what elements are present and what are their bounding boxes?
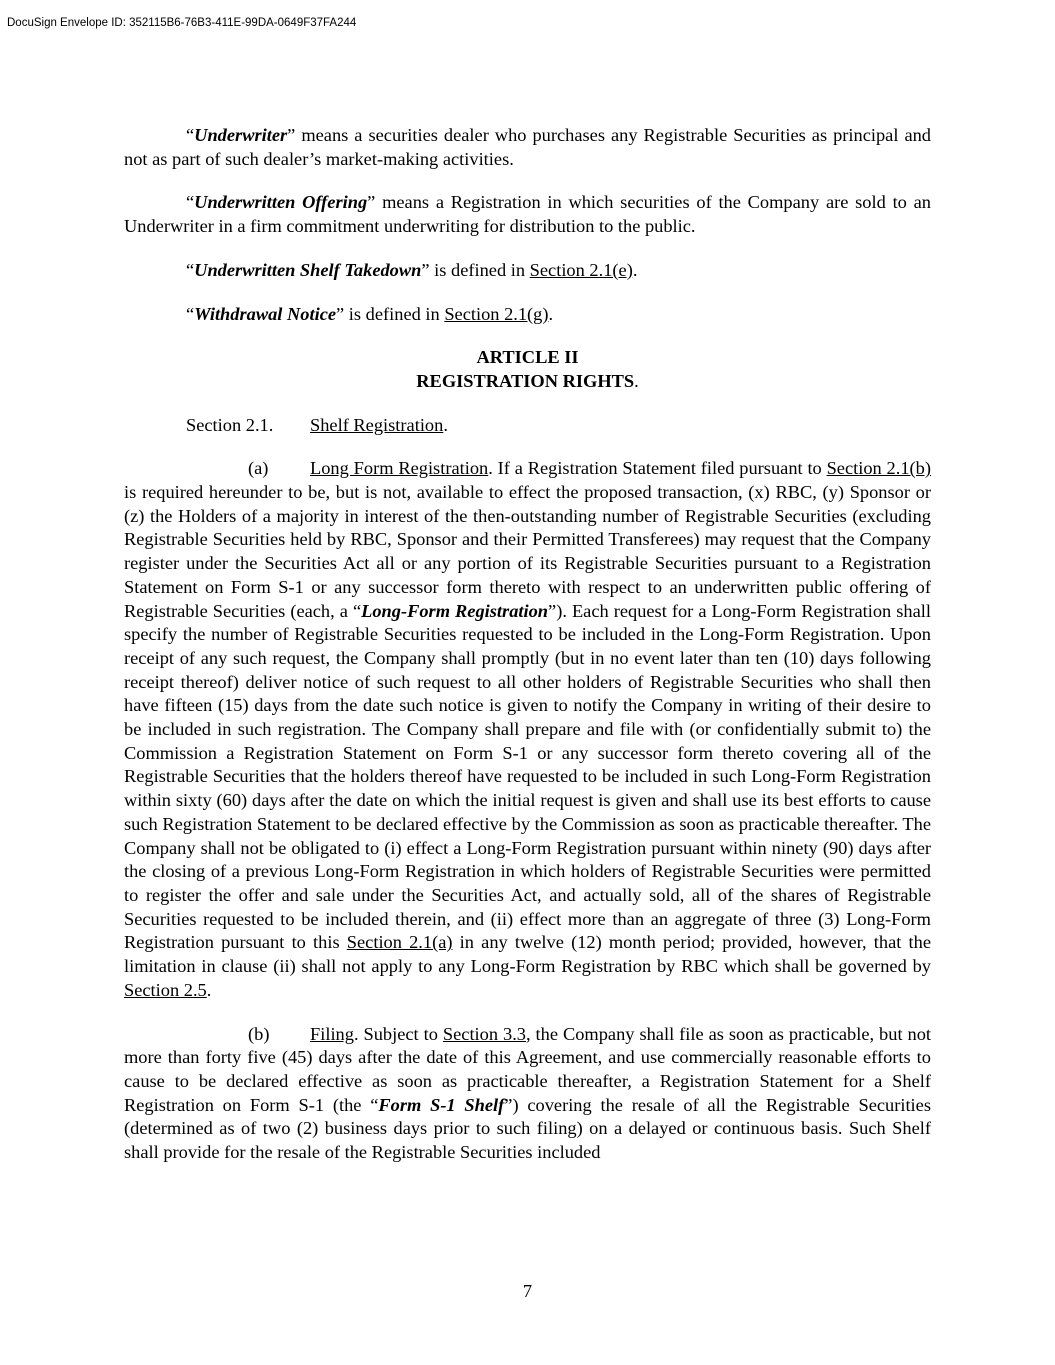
- paragraph-text: ”). Each request for a Long-Form Registration shall specify the number of Registrable Securities requested to be included in the Long-Form Registration. Upon receipt of any such request, the Company shall promptly (but in no event later than ten (10) days following receipt thereof) deliver notice of such request to all other holders of Registrable Securities who shall then have fifteen (15) days from the date such notice is given to notify the Company in writing of their desire to be included in such registration. The Company shall prepare and file with (or confidentially submit to) the Commission a Registration Statement on Form S-1 or any successor form thereto covering all of the Registrable Securities that the holders thereof have requested to be included in such Long-Form Registration within sixty (60) days after the date on which the initial request is given and shall use its best efforts to cause such Registration Statement to be declared effective by the Commission as soon as practicable thereafter. The Company shall not be obligated to (i) effect a Long-Form Registration pursuant within ninety (90) days after the closing of a previous Long-Form Registration in which holders of Registrable Securities were permitted to register the offer and sale under the Securities Act, and actually sold, all of the shares of Registrable Securities requested to be included therein, and (ii) effect more than an aggregate of three (3) Long-Form Registration pursuant to this: [124, 600, 931, 953]
- defined-term: Withdrawal Notice: [194, 303, 337, 324]
- definition-text: is defined in: [429, 259, 530, 280]
- definition-underwritten-offering: “Underwritten Offering” means a Registration in which securities of the Company are sold to an Underwriter in a firm commitment underwriting for distribution to the public.: [124, 192, 931, 237]
- section-title: Shelf Registration: [310, 414, 444, 435]
- paragraph-text: , the Company shall file as soon as practicable, but not more than forty five (45) days after the date of this Agreement, and use commercially reasonable efforts to cause to be declared effective as soon as practicable thereafter, a Registration Statement for a Shelf Registration on Form S-1 (the “: [124, 1023, 932, 1115]
- section-reference: Section 2.1(g): [444, 303, 549, 324]
- page-number: 7: [522, 1281, 533, 1301]
- article-heading: ARTICLE II REGISTRATION RIGHTS.: [124, 346, 931, 393]
- paragraph-heading: Long Form Registration: [310, 458, 489, 479]
- article-number: ARTICLE II: [476, 347, 579, 368]
- defined-term: Underwritten Shelf Takedown: [194, 259, 422, 280]
- defined-term: Form S-1 Shelf: [378, 1094, 505, 1115]
- section-reference: Section 2.1(a): [346, 932, 453, 953]
- defined-term: Underwritten Offering: [194, 192, 368, 213]
- defined-term: Long-Form Registration: [361, 600, 549, 621]
- section-reference: Section 2.5: [124, 979, 207, 1000]
- paragraph-label: (a): [248, 458, 269, 479]
- section-number: Section 2.1.: [186, 414, 274, 435]
- paragraph-text: .: [206, 979, 212, 1000]
- definition-withdrawal-notice: “Withdrawal Notice” is defined in Section 2.1(g).: [186, 303, 554, 324]
- paragraph-text: . Subject to: [353, 1023, 443, 1044]
- section-reference: Section 3.3: [442, 1023, 526, 1044]
- article-title: REGISTRATION RIGHTS: [416, 370, 635, 391]
- paragraph-text: is required hereunder to be, but is not, available to effect the proposed transaction, (x) RBC, (y) Sponsor or (z) the Holders of a majority in interest of the then-outstanding number of Registrable Securities (excluding Registrable Securities held by RBC, Sponsor and their Permitted Transferees) may request that the Company register under the Securities Act all or any portion of its Registrable Securities pursuant to a Registration Statement on Form S-1 or any successor form thereto with respect to an underwritten public offering of Registrable Securities (each, a “: [124, 482, 931, 621]
- definition-text: means a securities dealer who purchases any Registrable Securities as principal and not as part of such dealer’s market-making activities.: [124, 125, 931, 169]
- section-reference: Section 2.1(e): [529, 259, 633, 280]
- definition-text: is defined in: [344, 303, 445, 324]
- paragraph-text: in any twelve (12) month period; provided, however, that the limitation in clause (ii) shall not apply to any Long-Form Registration by RBC which shall be governed by: [124, 932, 931, 977]
- section-reference: Section 2.1(b): [826, 458, 931, 479]
- defined-term: Underwriter: [194, 125, 288, 145]
- docusign-envelope-id: DocuSign Envelope ID: 352115B6-76B3-411E-99DA-0649F37FA244: [7, 17, 357, 29]
- document-body: [124, 124, 931, 1185]
- paragraph-b: [124, 1023, 931, 1165]
- definition-underwritten-shelf-takedown: “Underwritten Shelf Takedown” is defined in Section 2.1(e).: [186, 259, 638, 280]
- paragraph-text: . If a Registration Statement filed pursuant to: [488, 458, 827, 479]
- paragraph-a: [124, 457, 931, 1002]
- paragraph-heading: Filing: [310, 1023, 354, 1044]
- paragraph-label: (b): [248, 1023, 270, 1044]
- definition-underwriter: “Underwriter” means a securities dealer who purchases any Registrable Securities as principal and not as part of such dealer’s market-making activities.: [124, 125, 931, 169]
- definition-text: means a Registration in which securities of the Company are sold to an Underwriter in a firm commitment underwriting for distribution to the public.: [124, 192, 931, 237]
- section-heading: Section 2.1. Shelf Registration.: [124, 414, 931, 438]
- paragraph-text: ”) covering the resale of all the Registrable Securities (determined as of two (2) business days prior to such filing) on a delayed or continuous basis. Such Shelf shall provide for the resale of the Registrable Securities included: [124, 1094, 931, 1163]
